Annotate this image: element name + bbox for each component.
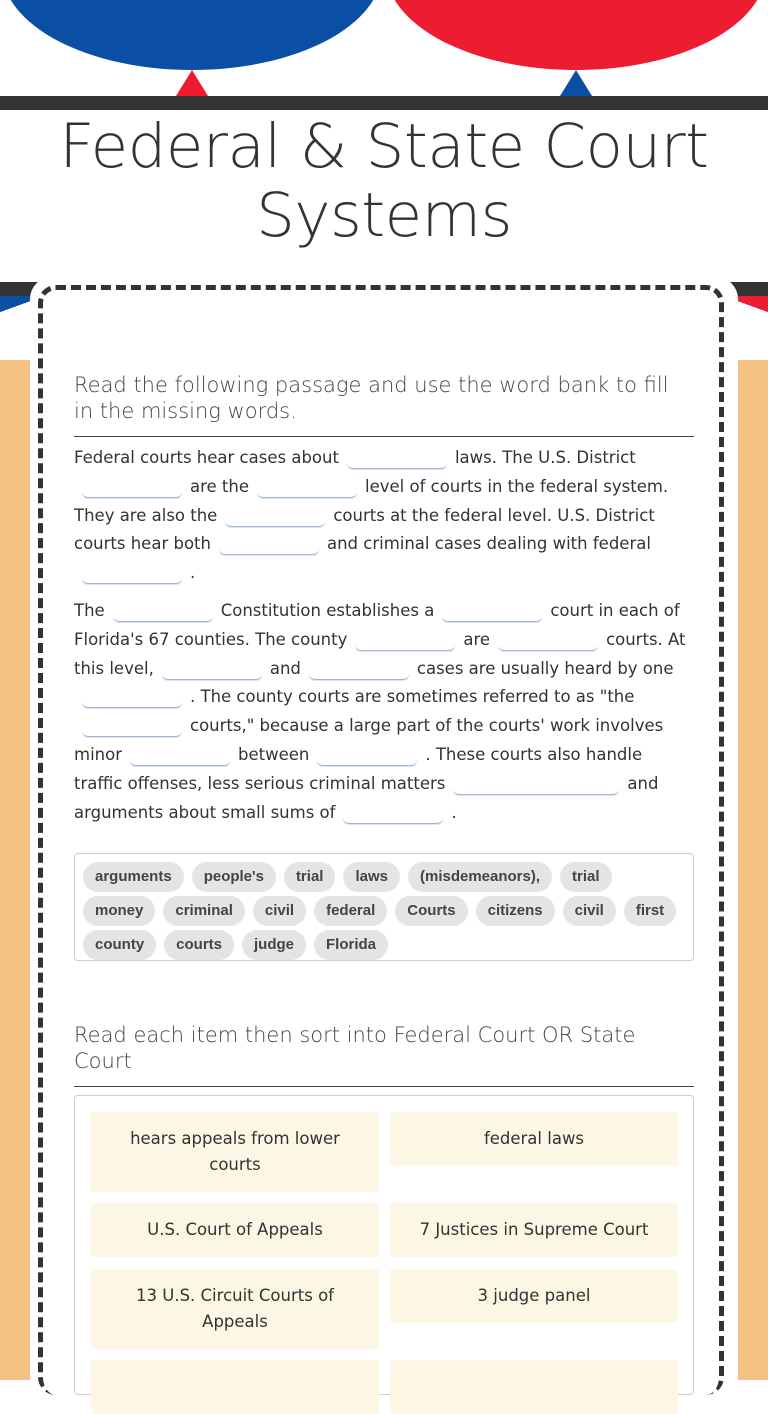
sort-item-card[interactable]: [390, 1360, 678, 1414]
blank-input[interactable]: [347, 450, 447, 469]
passage-text: The: [74, 601, 105, 620]
balloon-knot-blue: [560, 70, 592, 96]
blank-input[interactable]: [113, 603, 213, 622]
page-title: Federal & State Court Systems: [59, 111, 709, 251]
blank-input[interactable]: [82, 689, 182, 708]
word-bank-chip[interactable]: laws: [343, 862, 400, 892]
header-banner: [0, 0, 768, 96]
flag-corner-left: [0, 296, 34, 324]
passage-text: are: [463, 629, 491, 649]
sort-item-card[interactable]: 7 Justices in Supreme Court: [390, 1203, 678, 1257]
passage-text: Constitution establishes a: [220, 601, 435, 620]
balloon-knot-red: [176, 70, 208, 96]
word-bank-chip[interactable]: Florida: [314, 930, 388, 960]
blank-input[interactable]: [225, 508, 325, 527]
passage-text: laws. The U.S. District: [454, 448, 636, 467]
word-bank-chip[interactable]: county: [83, 930, 156, 960]
word-bank-chip[interactable]: civil: [563, 896, 616, 926]
blank-input[interactable]: [355, 632, 455, 651]
blank-input[interactable]: [442, 603, 542, 622]
blank-input[interactable]: [82, 565, 182, 584]
word-bank: [74, 853, 694, 961]
blank-input[interactable]: [219, 536, 319, 555]
section-fill-in-instructions: Read the following passage and use the word bank to fill in the missing words.: [74, 372, 694, 437]
word-bank-chip[interactable]: Courts: [395, 896, 467, 926]
blank-input[interactable]: [343, 805, 443, 824]
word-bank-chip[interactable]: trial: [560, 862, 612, 892]
section-sort-instructions: Read each item then sort into Federal Court OR State Court: [74, 1022, 694, 1087]
passage-text: between: [238, 744, 310, 764]
sort-item-card[interactable]: hears appeals from lower courts: [91, 1112, 379, 1192]
blank-input[interactable]: [498, 632, 598, 651]
sort-item-card[interactable]: 3 judge panel: [390, 1269, 678, 1323]
red-balloon-graphic: [386, 0, 766, 70]
passage-text: .: [190, 563, 196, 583]
header-divider: [0, 96, 768, 110]
passage-text: court in each of Florida's 67 counties. The county: [74, 601, 680, 649]
passage-text: cases are usually heard by one: [416, 658, 674, 678]
passage-text: and: [269, 658, 301, 678]
word-bank-chip[interactable]: (misdemeanors),: [408, 862, 552, 892]
sort-area: [74, 1095, 694, 1395]
word-bank-chip[interactable]: courts: [164, 930, 234, 960]
passage-paragraph-1: [74, 444, 694, 588]
flag-corner-right: [734, 296, 768, 324]
blank-input[interactable]: [162, 661, 262, 680]
blank-input[interactable]: [257, 479, 357, 498]
word-bank-chip[interactable]: money: [83, 896, 155, 926]
sort-item-card[interactable]: federal laws: [390, 1112, 678, 1166]
passage-text: and arguments about small sums of: [74, 773, 659, 822]
sort-item-card[interactable]: U.S. Court of Appeals: [91, 1203, 379, 1257]
word-bank-chip[interactable]: civil: [253, 896, 306, 926]
blank-input[interactable]: [309, 661, 409, 680]
passage-text: level of courts in the federal system. They are also the: [74, 476, 669, 525]
passage-text: courts. At this level,: [74, 629, 686, 678]
sort-item-card[interactable]: [91, 1360, 379, 1414]
blank-input[interactable]: [82, 479, 182, 498]
passage-text: .: [451, 802, 457, 822]
blank-input[interactable]: [453, 776, 619, 795]
word-bank-chip[interactable]: first: [624, 896, 676, 926]
word-bank-chip[interactable]: criminal: [163, 896, 245, 926]
passage-text: Federal courts hear cases about: [74, 448, 339, 467]
blank-input[interactable]: [317, 747, 417, 766]
passage-text: and criminal cases dealing with federal: [326, 534, 651, 554]
word-bank-chip[interactable]: citizens: [476, 896, 555, 926]
passage-text: . The county courts are sometimes referred to as "the: [190, 687, 635, 707]
passage-paragraph-2: [74, 597, 694, 827]
word-bank-chip[interactable]: people's: [192, 862, 276, 892]
word-bank-chip[interactable]: judge: [242, 930, 306, 960]
passage-text: are the: [190, 476, 250, 496]
word-bank-chip[interactable]: arguments: [83, 862, 184, 892]
blank-input[interactable]: [130, 747, 230, 766]
word-bank-chip[interactable]: federal: [314, 896, 387, 926]
passage-text: courts at the federal level. U.S. District courts hear both: [74, 505, 655, 554]
blank-input[interactable]: [82, 718, 182, 737]
blue-balloon-graphic: [2, 0, 382, 70]
sort-item-card[interactable]: 13 U.S. Circuit Courts of Appeals: [91, 1269, 379, 1349]
passage-text: courts," because a large part of the courts' work involves minor: [74, 716, 664, 764]
word-bank-chip[interactable]: trial: [284, 862, 336, 892]
passage-text: . These courts also handle traffic offenses, less serious criminal matters: [74, 744, 643, 793]
